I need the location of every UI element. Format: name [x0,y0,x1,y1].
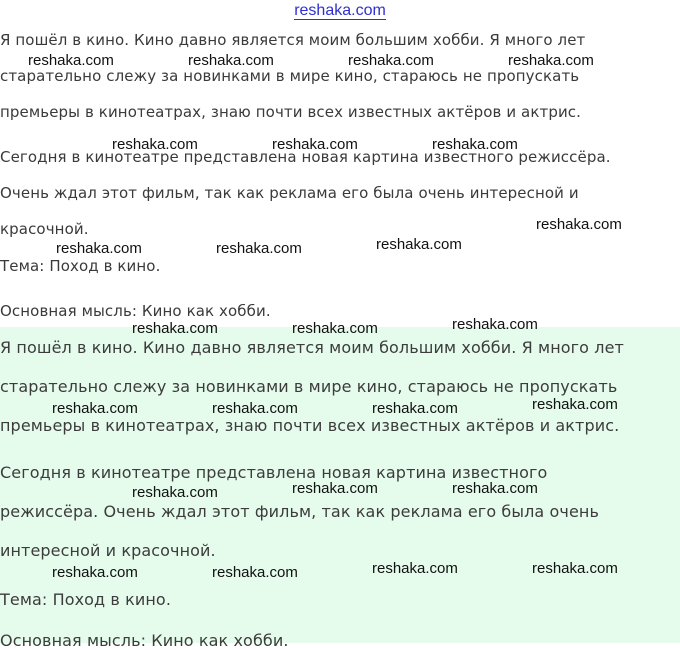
watermark: reshaka.com [432,136,518,153]
watermark: reshaka.com [52,400,138,417]
watermark: reshaka.com [452,480,538,497]
watermark: reshaka.com [292,320,378,337]
watermark: reshaka.com [348,52,434,69]
watermark: reshaka.com [272,136,358,153]
text-line: Я пошёл в кино. Кино давно является моим большим хобби. Я много лет [0,338,624,357]
watermark: reshaka.com [212,400,298,417]
text-line: премьеры в кинотеатрах, знаю почти всех известных актёров и актрис. [0,416,620,435]
text-line: старательно слежу за новинками в мире кино, стараюсь не пропускать [0,67,580,85]
watermark: reshaka.com [292,480,378,497]
watermark: reshaka.com [376,236,462,253]
watermark: reshaka.com [532,396,618,413]
text-line: Сегодня в кинотеатре представлена новая картина известного режиссёра. [0,148,611,166]
watermark: reshaka.com [372,400,458,417]
watermark: reshaka.com [28,52,114,69]
text-line: Сегодня в кинотеатре представлена новая картина известного [0,463,548,482]
watermark: reshaka.com [212,564,298,581]
site-header[interactable] [0,2,680,20]
watermark: reshaka.com [372,560,458,577]
watermark: reshaka.com [216,240,302,257]
text-line: Я пошёл в кино. Кино давно является моим большим хобби. Я много лет [0,31,586,49]
text-line: интересной и красочной. [0,541,216,560]
watermark: reshaka.com [188,52,274,69]
watermark: reshaka.com [52,564,138,581]
text-line: режиссёра. Очень ждал этот фильм, так как реклама его была очень [0,502,599,521]
watermark: reshaka.com [112,136,198,153]
text-line: старательно слежу за новинками в мире кино, стараюсь не пропускать [0,377,618,396]
watermark: reshaka.com [532,560,618,577]
site-link[interactable]: reshaka.com [294,2,386,19]
theme-line: Тема: Поход в кино. [0,257,161,275]
watermark: reshaka.com [56,240,142,257]
main-idea-line: Основная мысль: Кино как хобби. [0,302,271,320]
watermark: reshaka.com [132,484,218,501]
text-line: красочной. [0,220,89,238]
theme-line: Тема: Поход в кино. [0,590,172,609]
watermark: reshaka.com [452,316,538,333]
watermark: reshaka.com [132,320,218,337]
watermark: reshaka.com [536,216,622,233]
text-line: премьеры в кинотеатрах, знаю почти всех известных актёров и актрис. [0,103,582,121]
main-idea-line: Основная мысль: Кино как хобби. [0,631,289,650]
text-line: Очень ждал этот фильм, так как реклама его была очень интересной и [0,184,579,202]
watermark: reshaka.com [508,52,594,69]
